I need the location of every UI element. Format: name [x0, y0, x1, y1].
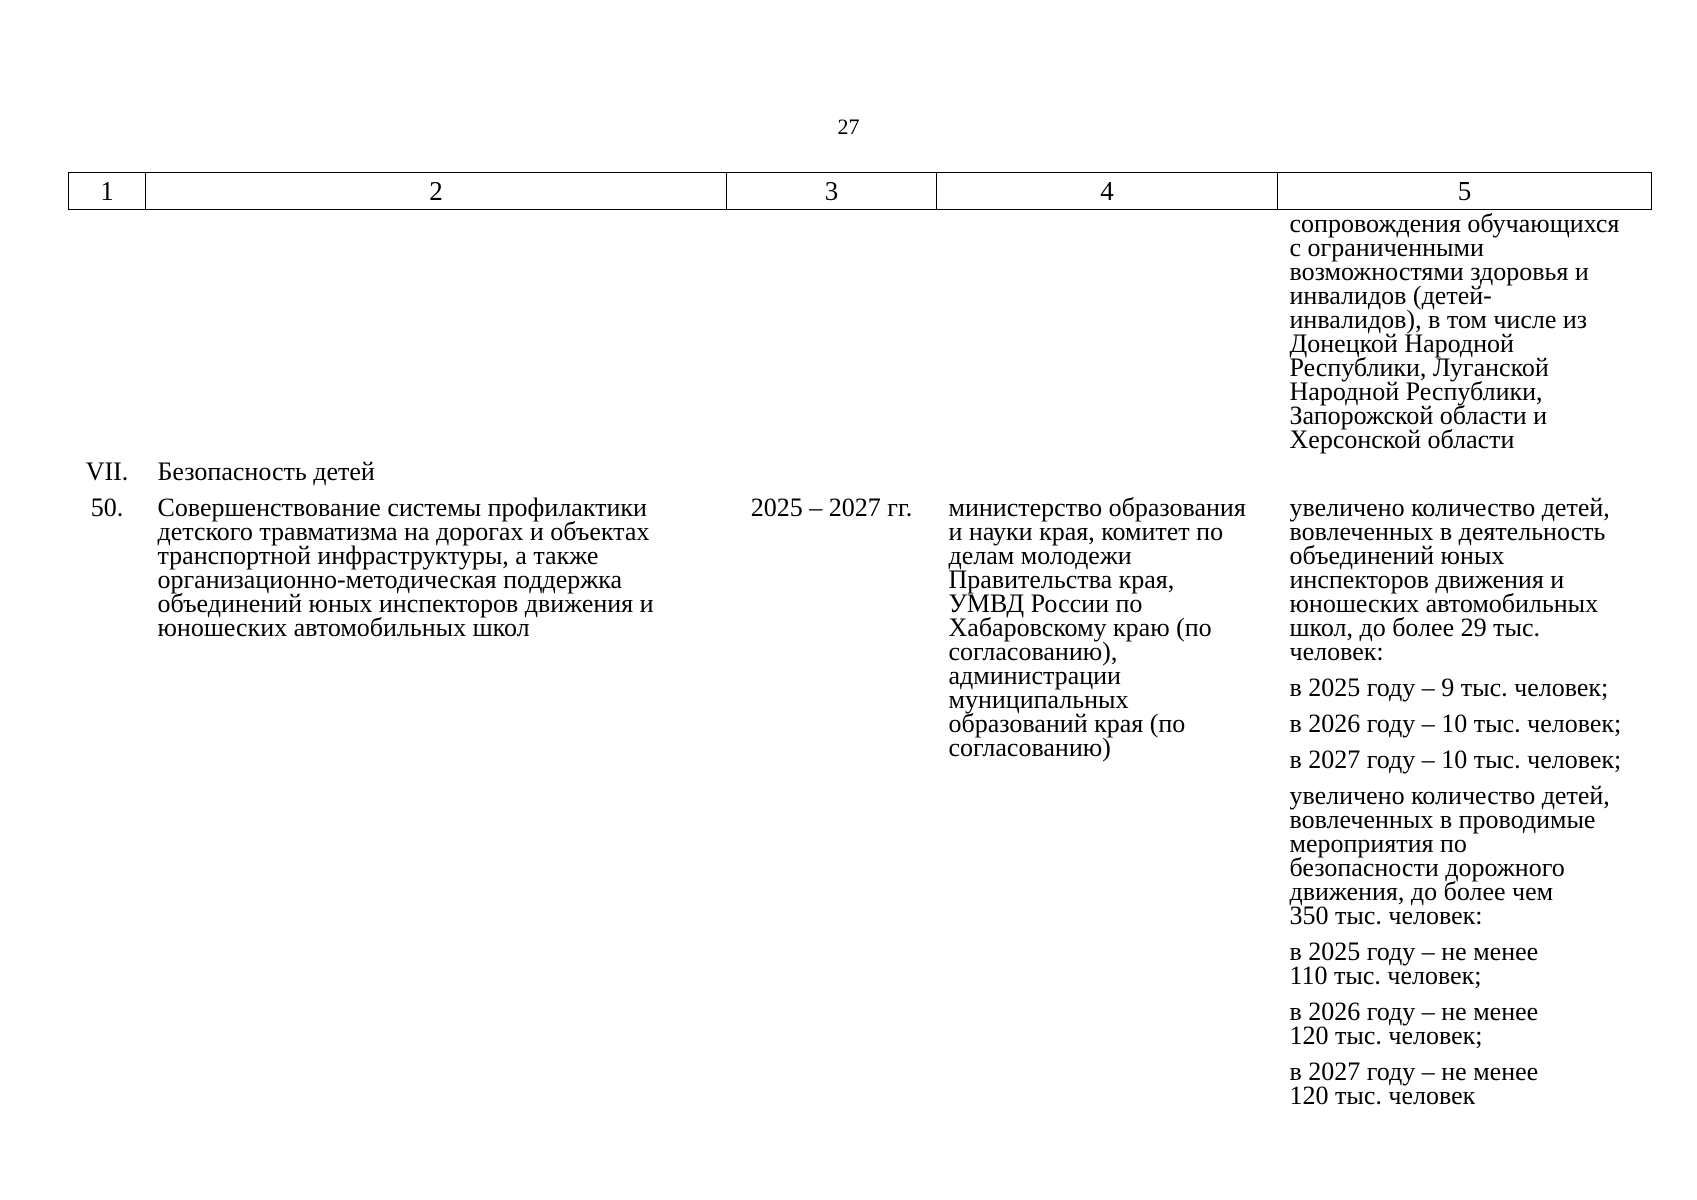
executors-cell: министерство образования и науки края, комитет по делам молодежи Правительства края, УМВД России по Хабаровскому краю (по согласованию), администрации муниципальных образований края (по согласованию) — [948, 493, 1246, 762]
result-paragraph: в 2026 году – не менее 120 тыс. человек; — [1289, 997, 1539, 1050]
continuation-row — [69, 210, 1652, 453]
result-paragraph: в 2025 году – не менее 110 тыс. человек; — [1289, 937, 1539, 990]
result-paragraph: увеличено количество детей, вовлеченных в проводимые мероприятия по безопасности дорожного движения, до более чем 350 тыс. человек: — [1289, 781, 1610, 930]
section-title: Безопасность детей — [157, 457, 375, 486]
continuation-result-text: сопровождения обучающихся с ограниченными возможностями здоровья и инвалидов (детей- инвалидов), в том числе из Донецкой Народной Республики, Луганской Народной Республики, Запорожской области и Херсонской области — [1289, 209, 1620, 454]
result-paragraph: увеличено количество детей, вовлеченных в деятельность объединений юных инспекторов движения и юношеских автомобильных школ, до более 29 тыс. человек: — [1289, 493, 1610, 666]
result-paragraph: в 2025 году – 9 тыс. человек; — [1289, 673, 1609, 702]
result-paragraph: в 2027 году – 10 тыс. человек; — [1289, 745, 1622, 774]
measures-table — [68, 172, 1652, 1108]
column-header-5: 5 — [1278, 173, 1652, 210]
result-paragraph: в 2026 году – 10 тыс. человек; — [1289, 709, 1622, 738]
activity-cell: Совершенствование системы профилактики детского травматизма на дорогах и объектах транспортной инфраструктуры, а также организационно-методическая поддержка объединений юных инспекторов движения и юношеских автомобильных школ — [157, 493, 654, 642]
column-header-2: 2 — [146, 173, 727, 210]
column-number-header-row — [69, 173, 1652, 210]
table-row — [69, 492, 1652, 1108]
section-number: VII. — [85, 457, 129, 486]
result-paragraph: в 2027 году – не менее 120 тыс. человек — [1289, 1057, 1539, 1110]
period-cell: 2025 – 2027 гг. — [750, 493, 913, 522]
column-header-1: 1 — [69, 173, 146, 210]
section-row — [69, 452, 1652, 492]
results-cell — [1278, 492, 1652, 1108]
row-number: 50. — [90, 493, 124, 522]
column-header-4: 4 — [937, 173, 1278, 210]
column-header-3: 3 — [727, 173, 937, 210]
page-number: 27 — [837, 114, 860, 139]
